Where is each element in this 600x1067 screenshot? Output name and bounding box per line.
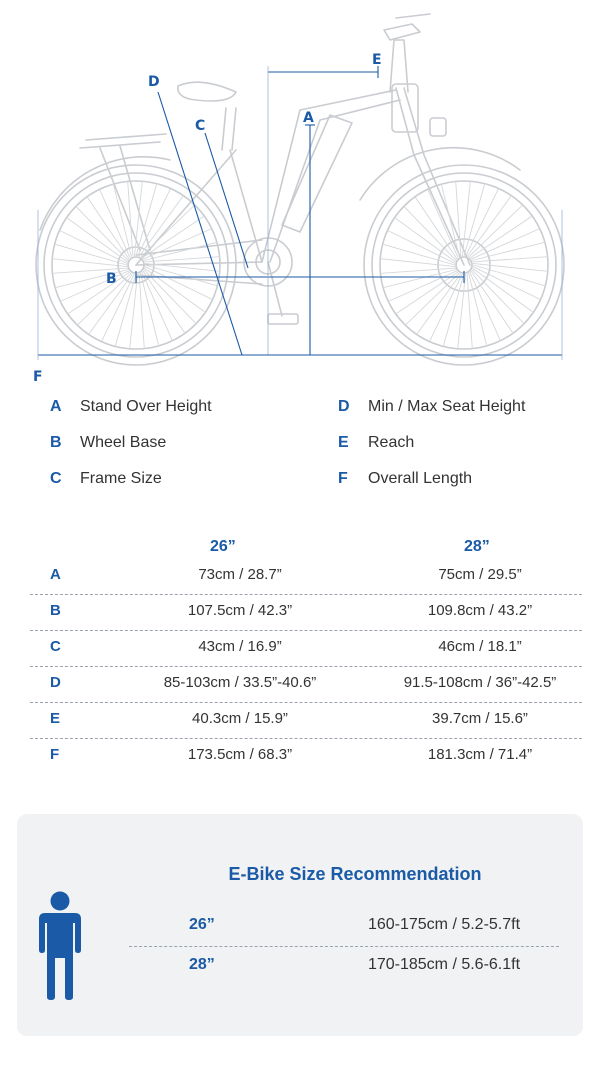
table-row [30, 702, 582, 739]
spoke [470, 216, 532, 258]
legend-item [338, 398, 525, 416]
spoke [467, 196, 511, 257]
bike-geometry-diagram [0, 0, 600, 390]
legend-label: Reach [368, 434, 415, 451]
spoke [417, 273, 461, 334]
table-row [30, 558, 582, 595]
row-key: B [50, 602, 61, 619]
value-28: 109.8cm / 43.2” [427, 602, 533, 619]
spoke [59, 230, 127, 263]
recommendation-size: 26” [189, 916, 215, 933]
legend-key: D [338, 398, 350, 415]
legend-label: Frame Size [80, 470, 162, 487]
spoke [100, 189, 131, 258]
label-b: B [106, 271, 117, 287]
value-28: 91.5-108cm / 36”-42.5” [403, 674, 557, 691]
row-key: A [50, 566, 61, 583]
recommendation-range: 170-185cm / 5.6-6.1ft [367, 956, 521, 973]
spoke [473, 263, 548, 271]
legend-item [50, 470, 162, 488]
spoke [470, 272, 501, 341]
spoke [471, 229, 540, 260]
value-26: 85-103cm / 33.5”-40.6” [163, 674, 317, 691]
row-key: E [50, 710, 61, 727]
label-f: F [33, 369, 43, 385]
row-key: C [50, 638, 61, 655]
size-recommendation-panel [17, 814, 583, 1036]
table-row [30, 594, 582, 631]
value-26: 40.3cm / 15.9” [192, 710, 288, 727]
value-26: 73cm / 28.7” [198, 566, 282, 583]
legend-key: A [50, 398, 62, 415]
value-28: 181.3cm / 71.4” [427, 746, 533, 763]
legend-item [338, 470, 472, 488]
recommendation-title: E-Bike Size Recommendation [228, 864, 482, 884]
legend-item [50, 398, 212, 416]
legend-label: Min / Max Seat Height [368, 398, 526, 415]
label-a: A [303, 110, 314, 126]
spoke [145, 265, 217, 286]
spoke [415, 197, 457, 259]
spoke [143, 271, 185, 333]
legend-label: Wheel Base [80, 434, 167, 451]
row-key: F [50, 746, 60, 763]
legend-item [50, 434, 166, 452]
spoke [145, 267, 213, 300]
spoke [130, 274, 138, 349]
legend-key: C [50, 470, 62, 487]
column-header-26: 26” [210, 538, 236, 555]
row-key: D [50, 674, 61, 691]
table-row [30, 666, 582, 703]
spoke [115, 274, 136, 346]
legend-label: Overall Length [368, 470, 473, 487]
spoke [55, 244, 127, 265]
spoke [458, 274, 466, 349]
label-e: E [372, 52, 382, 68]
label-c: C [195, 118, 206, 134]
value-28: 39.7cm / 15.6” [432, 710, 528, 727]
value-28: 46cm / 18.1” [438, 638, 522, 655]
value-26: 173.5cm / 68.3” [187, 746, 293, 763]
person-icon [37, 890, 83, 1000]
label-d: D [148, 74, 160, 90]
legend-key: E [338, 434, 349, 451]
spoke [142, 272, 173, 341]
spoke [139, 196, 183, 257]
table-row [30, 630, 582, 667]
value-26: 43cm / 16.9” [198, 638, 282, 655]
recommendation-range: 160-175cm / 5.2-5.7ft [367, 916, 521, 933]
recommendation-row [129, 908, 559, 947]
spoke [380, 259, 455, 267]
column-header-28: 28” [464, 538, 490, 555]
spoke [396, 272, 458, 314]
recommendation-size: 28” [189, 956, 215, 973]
spoke [388, 271, 457, 302]
spoke [395, 218, 456, 262]
spoke [143, 229, 212, 260]
spoke [60, 271, 129, 302]
value-26: 107.5cm / 42.3” [187, 602, 293, 619]
legend-item [338, 434, 414, 452]
legend-key: B [50, 434, 62, 451]
table-row [30, 738, 582, 774]
legend-label: Stand Over Height [80, 398, 212, 415]
recommendation-row [129, 948, 559, 986]
spoke [68, 272, 130, 314]
legend-key: F [338, 470, 348, 487]
spoke [472, 268, 533, 312]
spoke [144, 268, 205, 312]
spoke [67, 218, 128, 262]
spoke [471, 271, 513, 333]
spoke [52, 259, 127, 267]
spoke [462, 181, 470, 256]
value-28: 75cm / 29.5” [438, 566, 522, 583]
